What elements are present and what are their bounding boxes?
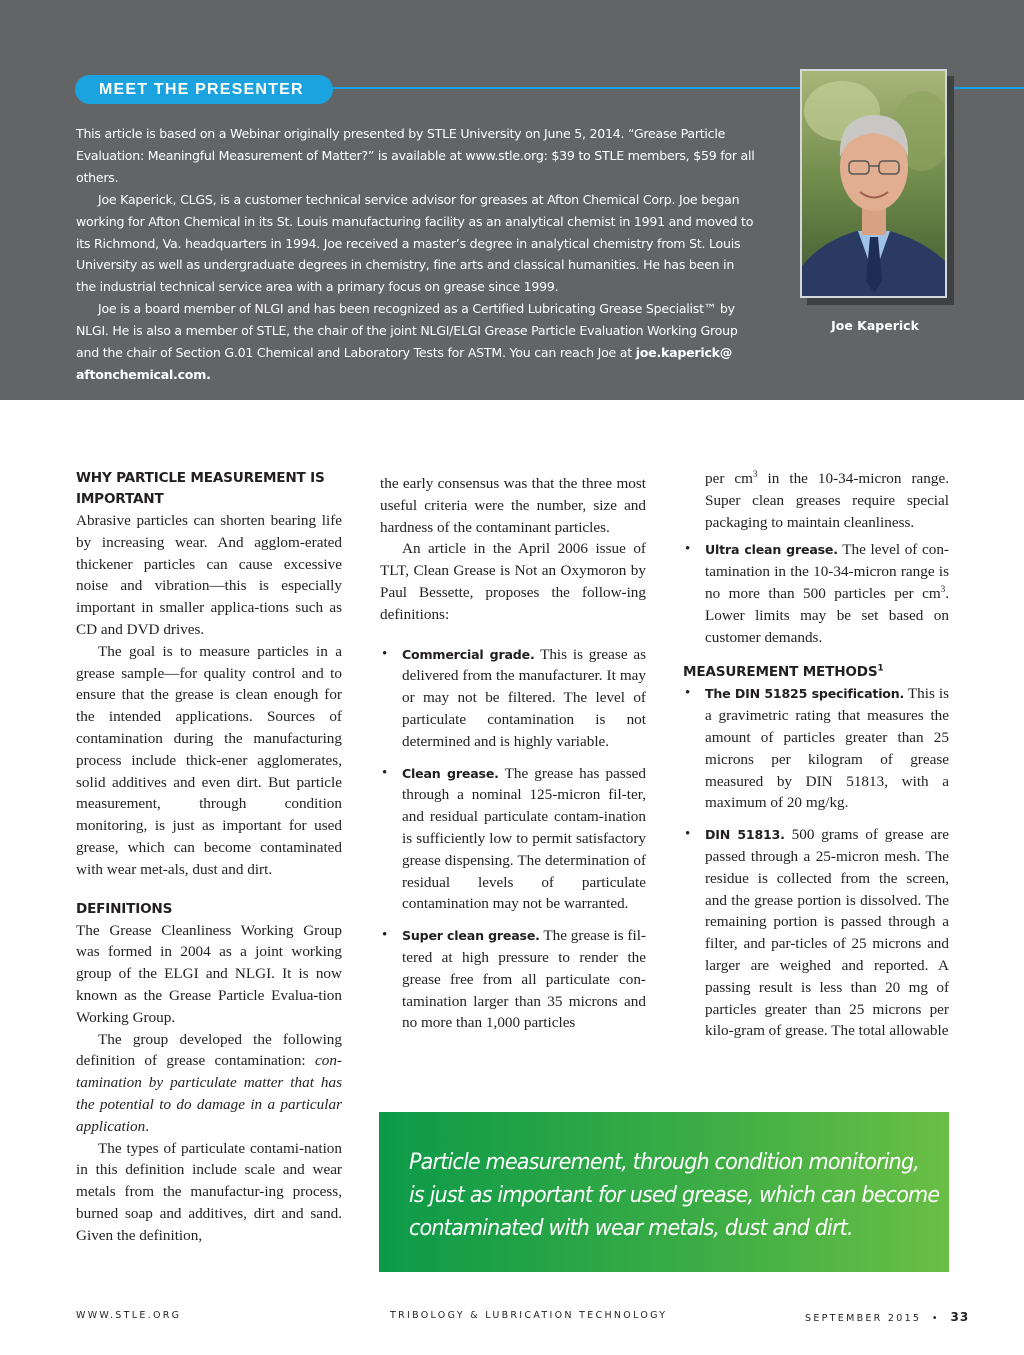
article-column-2	[380, 473, 646, 1044]
list-item-label: Clean grease.	[402, 765, 499, 781]
list-item-text: This is grease as delivered from the manufacturer. It may or may not be filtered. The level of particulate contamination is not determined and is highly variable.	[402, 645, 647, 750]
list-item-text: . Lower limits may be set based on customer demands.	[705, 584, 949, 646]
list-item-text: The grease is fil-tered at high pressure to render the grease free from all particulate con-tamination larger than 35 microns and no more than 1,000 particles	[402, 927, 646, 1032]
pull-quote	[379, 1112, 949, 1272]
issue-date: SEPTEMBER 2015	[805, 1313, 922, 1324]
footer-separator: •	[931, 1313, 940, 1324]
bio-period: .	[206, 366, 211, 382]
paragraph: The Grease Cleanliness Working Group was formed in 2004 as a joint working group of the ELGI and NLGI. It is now known as the Grease Particle Evalua-tion Working Group.	[76, 921, 342, 1026]
list-item-label: DIN 51813.	[705, 827, 785, 843]
paragraph	[683, 468, 949, 533]
list-item	[683, 824, 949, 1042]
section-label: MEET THE PRESENTER	[75, 75, 333, 104]
list-item-label: Commercial grade.	[402, 646, 535, 662]
list-item-label: The DIN 51825 specification.	[705, 686, 905, 702]
pull-quote-text	[409, 1146, 940, 1245]
bio-paragraph	[76, 298, 756, 386]
definition-text: con-tamination by particulate matter that has the potential to do damage in a particular application	[76, 1052, 342, 1135]
list-item-text: This is a gravimetric rating that measures the amount of particles greater than 25 microns per kilogram of grease measured by DIN 51813, with a maximum of 20 mg/kg.	[705, 685, 949, 812]
list-item-label: Super clean grease.	[402, 928, 540, 944]
footer-magazine: TRIBOLOGY & LUBRICATION TECHNOLOGY	[390, 1310, 668, 1321]
bio-paragraph: Joe Kaperick, CLGS, is a customer technical service advisor for greases at Afton Chemical Corp. Joe began working for Afton Chemical in its St. Louis manufacturing facility as an analytical chemist in 1991 and moved to its Richmond, Va. headquarters in 1994. Joe received a master’s degree in analytical chemistry from St. Louis University as well as undergraduate degrees in chemistry, fine arts and classical humanities. He has been in the industrial technical service area with a primary focus on grease since 1999.	[76, 191, 754, 295]
paragraph: the early consensus was that the three most useful criteria were the number, size and hardness of the contaminant particles.	[380, 475, 646, 536]
photo-caption: Joe Kaperick	[831, 318, 919, 333]
text: The group developed the following definition of grease contamination:	[76, 1030, 342, 1070]
quote-line: contaminated with wear metals, dust and dirt.	[409, 1215, 853, 1241]
list-item-text: The level of con-tamination in the 10-34-micron range is no more than 500 particles per cm	[705, 541, 949, 602]
list-item-text: 500 grams of grease are passed through a 25-micron mesh. The residue is collected from the screen, and the grease portion is dissolved. The remaining portion is passed through a filter, and par-ticles of 25 microns and larger are weighed and reported. A passing result is less than 20 mg of particles greater than 25 microns per kilo-gram of grease. The total allowable	[705, 826, 949, 1040]
paragraph: An article in the April 2006 issue of TLT, Clean Grease is Not an Oxymoron by Paul Bessette, proposes the follow-ing definitions:	[380, 540, 646, 623]
text: .	[145, 1117, 149, 1135]
list-item	[683, 539, 949, 648]
footnote-ref: 1	[877, 663, 884, 674]
quote-line: Particle measurement, through condition monitoring,	[409, 1149, 920, 1175]
presenter-bio	[76, 123, 756, 386]
heading-text: MEASUREMENT METHODS	[683, 664, 878, 681]
email-link[interactable]: joe.kaperick@ aftonchemical.com	[76, 345, 733, 382]
bio-text: Joe is a board member of NLGI and has been recognized as a Certified Lubricating Grease Specialist™ by NLGI. He is also a member of STLE, the chair of the joint NLGI/ELGI Grease Particle Evaluation Working Group and the chair of Section G.01 Chemical and Laboratory Tests for ASTM. You can reach Joe at	[76, 301, 738, 361]
article-column-1	[76, 468, 342, 1247]
list-item	[683, 683, 949, 814]
list-item	[380, 644, 646, 753]
superscript: 3	[752, 468, 758, 479]
text: in the 10-34-micron range. Super clean greases require special packaging to maintain cleanliness.	[705, 470, 949, 531]
footer-date	[805, 1310, 969, 1324]
paragraph: The types of particulate contami-nation in this definition include scale and wear metals from the manufactur-ing process, burned soap and additives, dirt and sand. Given the definition,	[76, 1139, 342, 1244]
page-number: 33	[950, 1310, 970, 1324]
paragraph: The goal is to measure particles in a grease sample—for quality control and to ensure that the grease is clean enough for the intended applications. Sources of contamination during the manufacturing process include thick-ener agglomerates, solid additives and even dirt. But particle measurement, through condition monitoring, is just as important for used grease, which can become contaminated with wear met-als, dust and dirt.	[76, 642, 342, 878]
footer-website[interactable]: WWW.STLE.ORG	[76, 1310, 182, 1321]
section-heading	[683, 662, 949, 683]
portrait-image	[802, 71, 945, 296]
list-item	[380, 763, 646, 916]
list-item-label: Ultra clean grease.	[705, 542, 838, 558]
section-heading: DEFINITIONS	[76, 900, 173, 917]
article-column-3	[683, 468, 949, 1052]
text: per cm	[705, 470, 753, 487]
quote-line: is just as important for used grease, which can become	[409, 1182, 940, 1208]
superscript: 3	[940, 583, 946, 594]
paragraph	[76, 1029, 342, 1138]
list-item	[380, 925, 646, 1034]
section-heading: WHY PARTICLE MEASUREMENT IS IMPORTANT	[76, 470, 325, 507]
presenter-photo	[800, 69, 947, 298]
paragraph: Abrasive particles can shorten bearing life by increasing wear. And agglom-erated thickener particles can cause excessive noise and vibration—this is especially important in smaller applica-tions such as CD and DVD drives.	[76, 512, 342, 638]
list-item-text: The grease has passed through a nominal 125-micron fil-ter, and residual particulate contam-ination is sufficiently low to permit satisfactory grease dispensing. The determination of residual levels of particulate contamination may not be warranted.	[402, 764, 647, 913]
bio-paragraph: This article is based on a Webinar originally presented by STLE University on June 5, 2014. “Grease Particle Evaluation: Meaningful Measurement of Matter?” is available at www.stle.org: $39 to STLE members, $59 for all others.	[76, 126, 755, 185]
